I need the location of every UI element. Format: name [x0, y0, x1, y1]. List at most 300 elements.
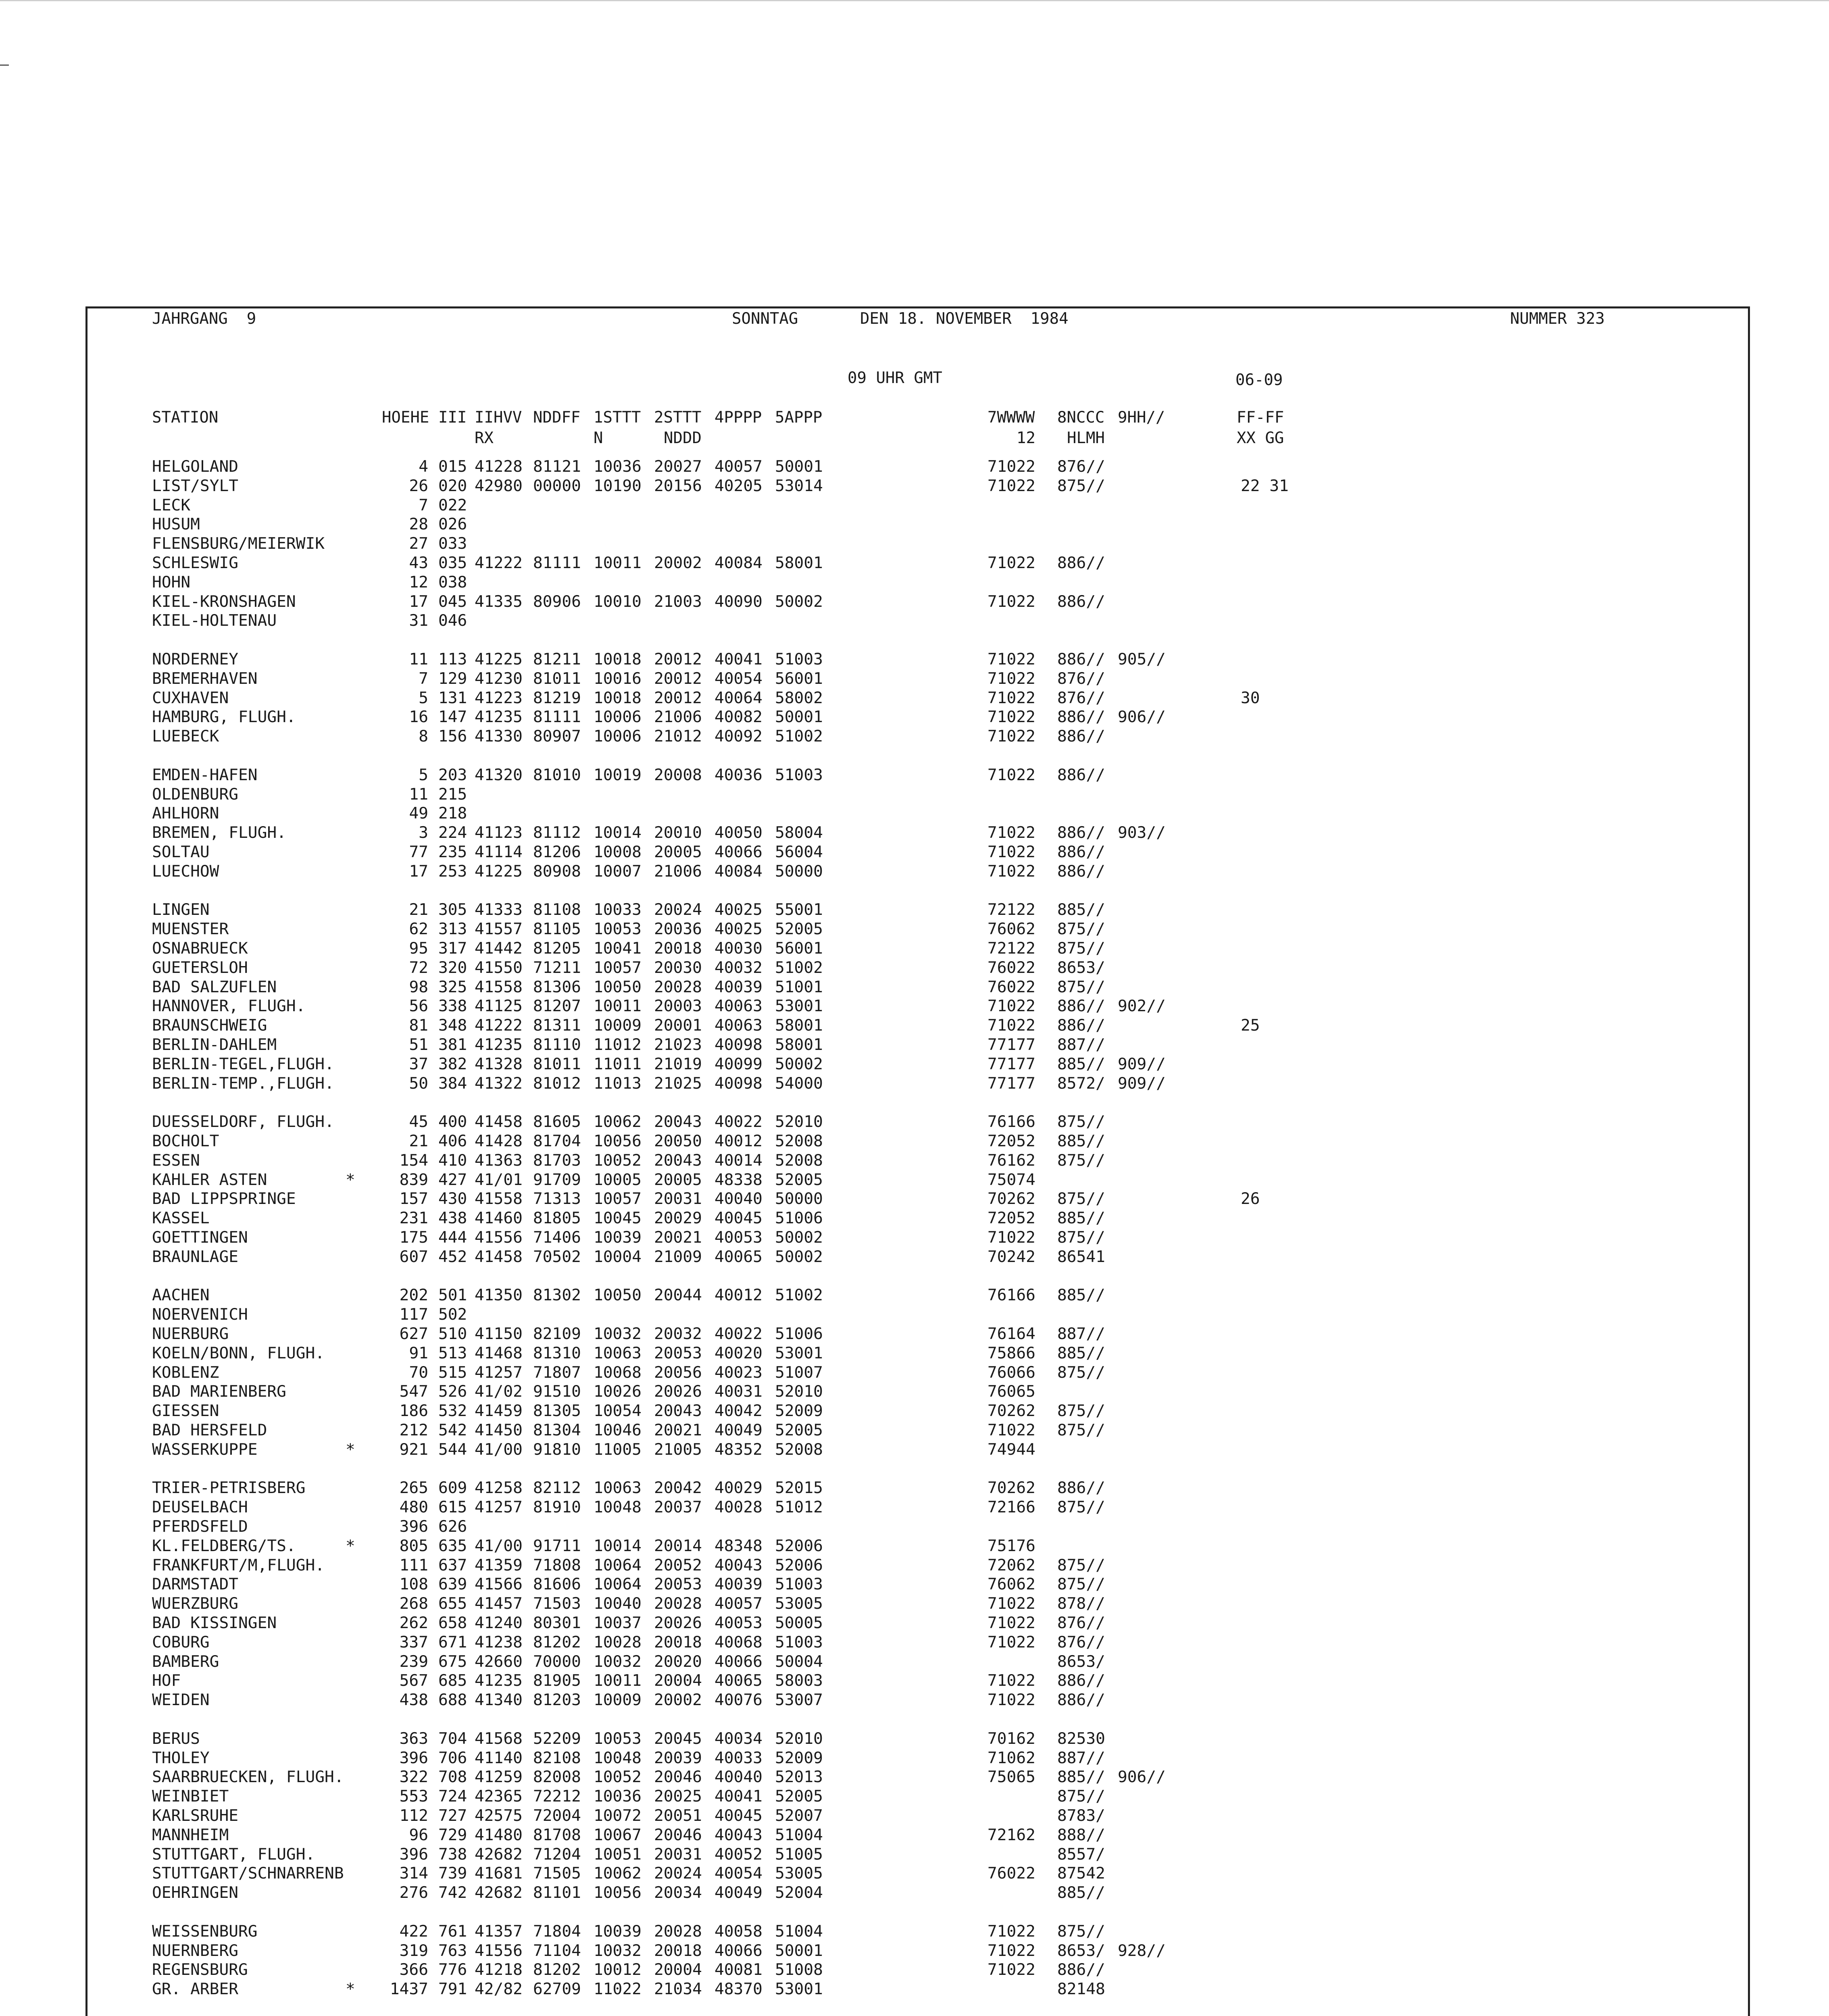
iii-cell: 739 [438, 1864, 467, 1883]
nddff-cell: 71804 [533, 1922, 581, 1941]
table-row [152, 1189, 1402, 1208]
4pppp-cell: 40053 [715, 1228, 762, 1247]
table-row [152, 611, 1402, 630]
1sttt-cell: 10018 [594, 688, 642, 707]
7wwww-cell: 71022 [987, 1016, 1035, 1035]
hoehe-cell: 117 [399, 1305, 428, 1324]
8nccc-cell: 875// [1057, 1498, 1105, 1517]
hoehe-cell: 422 [399, 1922, 428, 1941]
7wwww-cell: 72052 [987, 1132, 1035, 1150]
table-row [152, 1748, 1402, 1768]
8nccc-cell: 875// [1057, 1421, 1105, 1439]
table-row [152, 996, 1402, 1016]
2sttt-cell: 20012 [654, 688, 702, 707]
2sttt-cell: 20056 [654, 1363, 702, 1382]
iihvv-cell: 41238 [475, 1633, 523, 1652]
table-row [152, 1285, 1402, 1305]
table-row [152, 862, 1402, 881]
iihvv-cell: 41458 [475, 1112, 523, 1131]
nddff-cell: 81112 [533, 823, 581, 842]
col-2sttt [654, 407, 702, 448]
1sttt-cell: 10032 [594, 1652, 642, 1671]
iihvv-cell: 41223 [475, 688, 523, 707]
hoehe-cell: 72 [409, 958, 428, 977]
2sttt-cell: 21009 [654, 1247, 702, 1266]
hoehe-cell: 3 [419, 823, 428, 842]
2sttt-cell: 20024 [654, 1864, 702, 1883]
table-row [152, 919, 1402, 939]
1sttt-cell: 10036 [594, 457, 642, 476]
4pppp-cell: 40057 [715, 1594, 762, 1613]
5appp-cell: 52005 [775, 1787, 823, 1806]
1sttt-cell: 10072 [594, 1806, 642, 1825]
table-row [152, 842, 1402, 862]
iihvv-cell: 41558 [475, 977, 523, 996]
station-name: BAMBERG [152, 1652, 219, 1671]
4pppp-cell: 40084 [715, 554, 762, 572]
table-row [152, 1151, 1402, 1170]
iihvv-cell: 41340 [475, 1691, 523, 1710]
7wwww-cell: 71022 [987, 1228, 1035, 1247]
2sttt-cell: 20044 [654, 1286, 702, 1305]
station-name: SCHLESWIG [152, 554, 239, 572]
iihvv-cell: 41257 [475, 1363, 523, 1382]
station-name: MANNHEIM [152, 1825, 229, 1844]
hoehe-cell: 276 [399, 1883, 428, 1902]
iii-cell: 515 [438, 1363, 467, 1382]
iii-cell: 761 [438, 1922, 467, 1941]
iihvv-cell: 42660 [475, 1652, 523, 1671]
iii-cell: 532 [438, 1402, 467, 1420]
nddff-cell: 70502 [533, 1247, 581, 1266]
5appp-cell: 51006 [775, 1209, 823, 1228]
iii-cell: 452 [438, 1247, 467, 1266]
2sttt-cell: 20002 [654, 554, 702, 572]
nddff-cell: 81110 [533, 1035, 581, 1054]
1sttt-cell: 10018 [594, 650, 642, 669]
iii-cell: 381 [438, 1035, 467, 1054]
station-name: HOHN [152, 573, 191, 591]
iii-cell: 305 [438, 900, 467, 919]
observation-time: 09 UHR GMT [848, 369, 942, 387]
iihvv-cell: 41114 [475, 843, 523, 861]
8nccc-cell: 888// [1057, 1825, 1105, 1844]
1sttt-cell: 10050 [594, 977, 642, 996]
nddff-cell: 81111 [533, 554, 581, 572]
1sttt-cell: 11012 [594, 1035, 642, 1054]
table-row [152, 1671, 1402, 1690]
4pppp-cell: 40054 [715, 669, 762, 688]
col-7wwww-top: 7WWWW [987, 408, 1035, 427]
5appp-cell: 51004 [775, 1825, 823, 1844]
1sttt-cell: 10041 [594, 939, 642, 958]
1sttt-cell: 10032 [594, 1941, 642, 1960]
table-row [152, 514, 1402, 534]
1sttt-cell: 10016 [594, 669, 642, 688]
7wwww-cell: 76022 [987, 958, 1035, 977]
4pppp-cell: 40022 [715, 1112, 762, 1131]
col-iihvv-sub: RX [475, 429, 494, 447]
2sttt-cell: 20012 [654, 650, 702, 669]
iii-cell: 763 [438, 1941, 467, 1960]
table-row [152, 1845, 1402, 1864]
5appp-cell: 53001 [775, 1343, 823, 1362]
hoehe-cell: 268 [399, 1594, 428, 1613]
7wwww-cell: 72052 [987, 1209, 1035, 1228]
iihvv-cell: 41459 [475, 1402, 523, 1420]
2sttt-cell: 20026 [654, 1614, 702, 1632]
7wwww-cell: 70242 [987, 1247, 1035, 1266]
1sttt-cell: 10057 [594, 958, 642, 977]
4pppp-cell: 40041 [715, 650, 762, 669]
station-name: LIST/SYLT [152, 476, 239, 495]
8nccc-cell: 875// [1057, 1228, 1105, 1247]
4pppp-cell: 40099 [715, 1054, 762, 1073]
7wwww-cell: 71022 [987, 1671, 1035, 1690]
4pppp-cell: 40092 [715, 727, 762, 746]
table-row [152, 553, 1402, 573]
nddff-cell: 80301 [533, 1614, 581, 1632]
station-name: STUTTGART, FLUGH. [152, 1845, 315, 1864]
iii-cell: 020 [438, 476, 467, 495]
7wwww-cell: 76022 [987, 977, 1035, 996]
7wwww-cell: 71022 [987, 727, 1035, 746]
4pppp-cell: 40098 [715, 1074, 762, 1093]
4pppp-cell: 40090 [715, 592, 762, 611]
table-row [152, 1883, 1402, 1902]
iii-cell: 542 [438, 1421, 467, 1439]
iihvv-cell: 41222 [475, 554, 523, 572]
hoehe-cell: 567 [399, 1671, 428, 1690]
nddff-cell: 71406 [533, 1228, 581, 1247]
table-row [152, 707, 1402, 727]
station-name: BERUS [152, 1729, 200, 1748]
7wwww-cell: 71022 [987, 688, 1035, 707]
iihvv-cell: 41556 [475, 1941, 523, 1960]
table-row [152, 650, 1402, 669]
table-row [152, 727, 1402, 746]
hoehe-cell: 239 [399, 1652, 428, 1671]
8nccc-cell: 8572/ [1057, 1074, 1105, 1093]
2sttt-cell: 20039 [654, 1748, 702, 1767]
station-name: BRAUNLAGE [152, 1247, 239, 1266]
8nccc-cell: 886// [1057, 862, 1105, 881]
5appp-cell: 58001 [775, 1016, 823, 1035]
1sttt-cell: 10011 [594, 554, 642, 572]
5appp-cell: 55001 [775, 900, 823, 919]
1sttt-cell: 10050 [594, 1286, 642, 1305]
2sttt-cell: 20021 [654, 1228, 702, 1247]
iii-cell: 338 [438, 997, 467, 1016]
iii-cell: 776 [438, 1960, 467, 1979]
4pppp-cell: 40057 [715, 457, 762, 476]
table-row [152, 1574, 1402, 1594]
8nccc-cell: 8653/ [1057, 1652, 1105, 1671]
1sttt-cell: 10009 [594, 1691, 642, 1710]
iihvv-cell: 41568 [475, 1729, 523, 1748]
hoehe-cell: 16 [409, 708, 428, 727]
iihvv-cell: 42682 [475, 1883, 523, 1902]
4pppp-cell: 40023 [715, 1363, 762, 1382]
7wwww-cell: 71022 [987, 592, 1035, 611]
col-station: STATION [152, 408, 219, 427]
2sttt-cell: 20034 [654, 1883, 702, 1902]
7wwww-cell: 71022 [987, 997, 1035, 1016]
station-name: OSNABRUECK [152, 939, 248, 958]
2sttt-cell: 20028 [654, 1922, 702, 1941]
7wwww-cell: 71022 [987, 476, 1035, 495]
table-row [152, 765, 1402, 785]
7wwww-cell: 75074 [987, 1170, 1035, 1189]
9hh-cell: 903// [1118, 823, 1166, 842]
1sttt-cell: 10014 [594, 823, 642, 842]
iii-cell: 675 [438, 1652, 467, 1671]
iihvv-cell: 41333 [475, 900, 523, 919]
date-label: DEN 18. NOVEMBER 1984 [860, 310, 1069, 328]
7wwww-cell: 71022 [987, 457, 1035, 476]
4pppp-cell: 40039 [715, 1575, 762, 1594]
1sttt-cell: 10052 [594, 1151, 642, 1170]
iihvv-cell: 41550 [475, 958, 523, 977]
8nccc-cell: 887// [1057, 1325, 1105, 1343]
7wwww-cell: 71022 [987, 1922, 1035, 1941]
iihvv-cell: 41225 [475, 862, 523, 881]
2sttt-cell: 21006 [654, 862, 702, 881]
table-row [152, 1035, 1402, 1054]
1sttt-cell: 10014 [594, 1536, 642, 1555]
2sttt-cell: 21025 [654, 1074, 702, 1093]
col-2sttt-top: 2STTT [654, 408, 702, 427]
hoehe-cell: 37 [409, 1054, 428, 1073]
7wwww-cell: 71022 [987, 823, 1035, 842]
iihvv-cell: 42/82 [475, 1980, 523, 1999]
station-name: WEINBIET [152, 1787, 229, 1806]
5appp-cell: 56001 [775, 939, 823, 958]
nddff-cell: 91810 [533, 1440, 581, 1459]
nddff-cell: 91510 [533, 1382, 581, 1401]
2sttt-cell: 20045 [654, 1729, 702, 1748]
nddff-cell: 81606 [533, 1575, 581, 1594]
5appp-cell: 52005 [775, 920, 823, 939]
col-1sttt-sub: N [594, 429, 603, 447]
weekday-label: SONNTAG [732, 310, 798, 328]
iihvv-cell: 41240 [475, 1614, 523, 1632]
station-name: KIEL-KRONSHAGEN [152, 592, 296, 611]
iihvv-cell: 41322 [475, 1074, 523, 1093]
iii-cell: 400 [438, 1112, 467, 1131]
5appp-cell: 52013 [775, 1768, 823, 1787]
iihvv-cell: 41218 [475, 1960, 523, 1979]
8nccc-cell: 875// [1057, 1112, 1105, 1131]
iii-cell: 384 [438, 1074, 467, 1093]
iihvv-cell: 41257 [475, 1498, 523, 1517]
col-hoehe: HOEHE [382, 408, 429, 427]
5appp-cell: 53014 [775, 476, 823, 495]
nddff-cell: 72212 [533, 1787, 581, 1806]
table-row [152, 785, 1402, 804]
iihvv-cell: 42980 [475, 476, 523, 495]
8nccc-cell: 886// [1057, 592, 1105, 611]
5appp-cell: 52010 [775, 1382, 823, 1401]
nddff-cell: 82109 [533, 1325, 581, 1343]
station-name: BOCHOLT [152, 1132, 219, 1150]
iihvv-cell: 41468 [475, 1343, 523, 1362]
station-name: FRANKFURT/M,FLUGH. [152, 1556, 325, 1574]
4pppp-cell: 40045 [715, 1209, 762, 1228]
table-row [152, 1941, 1402, 1960]
hoehe-cell: 396 [399, 1845, 428, 1864]
1sttt-cell: 10009 [594, 1016, 642, 1035]
table-row [152, 1074, 1402, 1093]
iihvv-cell: 41230 [475, 669, 523, 688]
iihvv-cell: 41457 [475, 1594, 523, 1613]
table-row [152, 1613, 1402, 1633]
2sttt-cell: 20008 [654, 765, 702, 784]
1sttt-cell: 10045 [594, 1209, 642, 1228]
5appp-cell: 50001 [775, 1941, 823, 1960]
nddff-cell: 71211 [533, 958, 581, 977]
nddff-cell: 81203 [533, 1691, 581, 1710]
iii-cell: 203 [438, 765, 467, 784]
iii-cell: 022 [438, 496, 467, 514]
5appp-cell: 53005 [775, 1594, 823, 1613]
7wwww-cell: 75176 [987, 1536, 1035, 1555]
iii-cell: 113 [438, 650, 467, 669]
iihvv-cell: 41681 [475, 1864, 523, 1883]
hoehe-cell: 396 [399, 1517, 428, 1536]
5appp-cell: 52010 [775, 1729, 823, 1748]
7wwww-cell: 77177 [987, 1054, 1035, 1073]
1sttt-cell: 10056 [594, 1132, 642, 1150]
1sttt-cell: 10064 [594, 1575, 642, 1594]
hoehe-cell: 31 [409, 611, 428, 630]
7wwww-cell: 76062 [987, 1575, 1035, 1594]
4pppp-cell: 40049 [715, 1421, 762, 1439]
5appp-cell: 50004 [775, 1652, 823, 1671]
station-name: KOELN/BONN, FLUGH. [152, 1343, 325, 1362]
5appp-cell: 51008 [775, 1960, 823, 1979]
hoehe-cell: 157 [399, 1189, 428, 1208]
station-name: CUXHAVEN [152, 688, 229, 707]
iii-cell: 045 [438, 592, 467, 611]
5appp-cell: 51002 [775, 727, 823, 746]
iihvv-cell: 41258 [475, 1479, 523, 1497]
4pppp-cell: 40098 [715, 1035, 762, 1054]
8nccc-cell: 86541 [1057, 1247, 1105, 1266]
7wwww-cell: 71062 [987, 1748, 1035, 1767]
station-name: DUESSELDORF, FLUGH. [152, 1112, 334, 1131]
4pppp-cell: 40066 [715, 1941, 762, 1960]
nddff-cell: 71313 [533, 1189, 581, 1208]
station-name: LUEBECK [152, 727, 219, 746]
iii-cell: 510 [438, 1325, 467, 1343]
iii-cell: 427 [438, 1170, 467, 1189]
station-name: OEHRINGEN [152, 1883, 239, 1902]
nddff-cell: 71104 [533, 1941, 581, 1960]
iii-cell: 382 [438, 1054, 467, 1073]
4pppp-cell: 40084 [715, 862, 762, 881]
1sttt-cell: 10062 [594, 1112, 642, 1131]
margin-tick-mark [0, 65, 9, 66]
2sttt-cell: 20043 [654, 1402, 702, 1420]
2sttt-cell: 20053 [654, 1343, 702, 1362]
5appp-cell: 51012 [775, 1498, 823, 1517]
iihvv-cell: 41235 [475, 1035, 523, 1054]
iii-cell: 320 [438, 958, 467, 977]
1sttt-cell: 10068 [594, 1363, 642, 1382]
8nccc-cell: 885// [1057, 1286, 1105, 1305]
station-name: WEIDEN [152, 1691, 210, 1710]
8nccc-cell: 886// [1057, 997, 1105, 1016]
7wwww-cell: 76166 [987, 1112, 1035, 1131]
iii-cell: 655 [438, 1594, 467, 1613]
4pppp-cell: 40032 [715, 958, 762, 977]
table-row [152, 1979, 1402, 1999]
5appp-cell: 53001 [775, 1980, 823, 1999]
9hh-cell: 905// [1118, 650, 1166, 669]
nddff-cell: 81310 [533, 1343, 581, 1362]
iii-cell: 224 [438, 823, 467, 842]
mountain-marker: * [346, 1440, 355, 1459]
hoehe-cell: 175 [399, 1228, 428, 1247]
nddff-cell: 81910 [533, 1498, 581, 1517]
2sttt-cell: 21023 [654, 1035, 702, 1054]
8nccc-cell: 875// [1057, 1151, 1105, 1170]
hoehe-cell: 5 [419, 765, 428, 784]
9hh-cell: 909// [1118, 1054, 1166, 1073]
iihvv-cell: 41140 [475, 1748, 523, 1767]
2sttt-cell: 20043 [654, 1112, 702, 1131]
1sttt-cell: 10054 [594, 1402, 642, 1420]
4pppp-cell: 40081 [715, 1960, 762, 1979]
station-name: BERLIN-TEGEL,FLUGH. [152, 1054, 334, 1073]
2sttt-cell: 20027 [654, 457, 702, 476]
hoehe-cell: 11 [409, 785, 428, 804]
hoehe-cell: 95 [409, 939, 428, 958]
iii-cell: 637 [438, 1556, 467, 1574]
weather-report-sheet [85, 306, 1750, 2016]
table-row [152, 1556, 1402, 1575]
table-row [152, 1652, 1402, 1671]
hoehe-cell: 212 [399, 1421, 428, 1439]
4pppp-cell: 40031 [715, 1382, 762, 1401]
1sttt-cell: 10053 [594, 1729, 642, 1748]
7wwww-cell: 72166 [987, 1498, 1035, 1517]
iihvv-cell: 41150 [475, 1325, 523, 1343]
hoehe-cell: 50 [409, 1074, 428, 1093]
7wwww-cell: 72122 [987, 939, 1035, 958]
8nccc-cell: 886// [1057, 727, 1105, 746]
1sttt-cell: 10051 [594, 1845, 642, 1864]
hoehe-cell: 27 [409, 534, 428, 553]
7wwww-cell: 70162 [987, 1729, 1035, 1748]
iii-cell: 635 [438, 1536, 467, 1555]
9hh-cell: 906// [1118, 1768, 1166, 1787]
1sttt-cell: 10033 [594, 900, 642, 919]
hoehe-cell: 363 [399, 1729, 428, 1748]
4pppp-cell: 40030 [715, 939, 762, 958]
hoehe-cell: 322 [399, 1768, 428, 1787]
nddff-cell: 80907 [533, 727, 581, 746]
station-name: GOETTINGEN [152, 1228, 248, 1247]
hoehe-cell: 186 [399, 1402, 428, 1420]
2sttt-cell: 20005 [654, 843, 702, 861]
7wwww-cell: 71022 [987, 1421, 1035, 1439]
nddff-cell: 71505 [533, 1864, 581, 1883]
4pppp-cell: 40041 [715, 1787, 762, 1806]
8nccc-cell: 876// [1057, 1633, 1105, 1652]
iii-cell: 615 [438, 1498, 467, 1517]
